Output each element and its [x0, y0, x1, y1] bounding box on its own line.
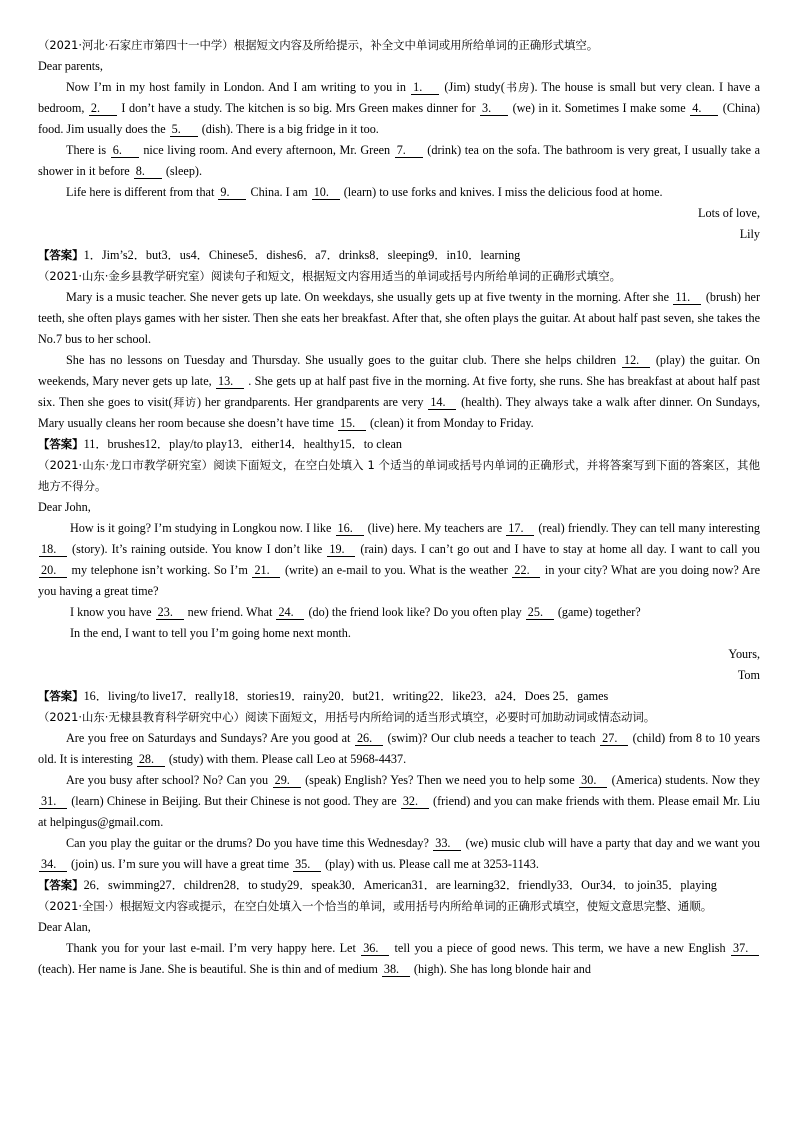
blank-35[interactable]: 35. — [293, 857, 321, 872]
letter-closing: Yours, — [728, 647, 760, 661]
blank-5[interactable]: 5. — [170, 122, 198, 137]
blank-14[interactable]: 14. — [428, 395, 456, 410]
section-1-source: （2021·河北·石家庄市第四十一中学）根据短文内容及所给提示，补全文中单词或用所给单词的正确形式填空。 — [38, 38, 599, 52]
section-4-source: （2021·山东·无棣县教育科学研究中心）阅读下面短文，用括号内所给词的适当形式填空，必要时可加助动词或情态动词。 — [38, 710, 656, 724]
blank-36[interactable]: 36. — [361, 941, 389, 956]
blank-29[interactable]: 29. — [273, 773, 301, 788]
blank-26[interactable]: 26. — [355, 731, 383, 746]
blank-6[interactable]: 6. — [111, 143, 139, 158]
answer-tag: 【答案】 — [38, 248, 84, 262]
blank-37[interactable]: 37. — [731, 941, 759, 956]
blank-21[interactable]: 21. — [252, 563, 280, 578]
answer-line: 【答案】11．brushes12．play/to play13．either14．healthy15．to clean — [38, 437, 402, 451]
blank-24[interactable]: 24. — [276, 605, 304, 620]
blank-30[interactable]: 30. — [579, 773, 607, 788]
blank-2[interactable]: 2. — [89, 101, 117, 116]
answer-tag: 【答案】 — [38, 689, 84, 703]
answer-tag: 【答案】 — [38, 437, 84, 451]
blank-3[interactable]: 3. — [480, 101, 508, 116]
blank-34[interactable]: 34. — [39, 857, 67, 872]
blank-20[interactable]: 20. — [39, 563, 67, 578]
passage-paragraph: Can you play the guitar or the drums? Do you have time this Wednesday? 33. (we) music club will have a party that day and we want you 34. (join) us. I’m sure you will have a great time 35. (play) with us. Please call me at 3253-1143. — [41, 836, 760, 871]
blank-38[interactable]: 38. — [382, 962, 410, 977]
passage-paragraph: Are you busy after school? No? Can you 29. (speak) English? Yes? Then we need you to help some 30. (America) students. Now they 31. (learn) Chinese in Beijing. But their Chinese is not good. They are 32. (friend) and you can make friends with them. Please email Mr. Liu at helpingus@gmail.com. — [38, 773, 761, 829]
worksheet-page — [38, 35, 760, 980]
letter-greeting: Dear Alan, — [38, 920, 91, 934]
blank-1[interactable]: 1. — [411, 80, 439, 95]
answer-line: 【答案】16．living/to live17．really18．stories19．rainy20．but21．writing22．like23．a24．Does 25．games — [38, 689, 609, 703]
passage-paragraph: There is 6. nice living room. And every afternoon, Mr. Green 7. (drink) tea on the sofa. The bathroom is very great, I usually take a shower in it before 8. (sleep). — [38, 143, 761, 178]
blank-9[interactable]: 9. — [218, 185, 246, 200]
passage-paragraph: Are you free on Saturdays and Sundays? Are you good at 26. (swim)? Our club needs a teacher to teach 27. (child) from 8 to 10 years old. It is interesting 28. (study) with them. Please call Leo at 5968-4437. — [38, 731, 760, 766]
letter-signature: Lily — [739, 227, 760, 241]
letter-signature: Tom — [737, 668, 760, 682]
section-5-source: （2021·全国·）根据短文内容或提示，在空白处填入一个恰当的单词，或用括号内所给单词的正确形式填空，使短文意思完整、通顺。 — [38, 899, 713, 913]
passage-paragraph: In the end, I want to tell you I’m going home next month. — [70, 626, 351, 640]
blank-11[interactable]: 11. — [673, 290, 701, 305]
blank-16[interactable]: 16. — [336, 521, 364, 536]
blank-18[interactable]: 18. — [39, 542, 67, 557]
section-2-source: （2021·山东·金乡县教学研究室）阅读句子和短文，根据短文内容用适当的单词或括号内所给单词的正确形式填空。 — [38, 269, 621, 283]
blank-15[interactable]: 15. — [338, 416, 366, 431]
answer-tag: 【答案】 — [38, 878, 84, 892]
blank-17[interactable]: 17. — [506, 521, 534, 536]
passage-paragraph: Mary is a music teacher. She never gets up late. On weekdays, she usually gets up at five twenty in the morning. After she 11. (brush) her teeth, she often plays games with her sister. Then she eats her breakfast. After that, she often plays the guitar. At about half past seven, she takes the No.7 bus to her school. — [38, 290, 761, 346]
blank-27[interactable]: 27. — [600, 731, 628, 746]
blank-22[interactable]: 22. — [512, 563, 540, 578]
letter-greeting: Dear parents, — [38, 59, 103, 73]
blank-12[interactable]: 12. — [622, 353, 650, 368]
blank-10[interactable]: 10. — [312, 185, 340, 200]
blank-19[interactable]: 19. — [327, 542, 355, 557]
passage-paragraph: Life here is different from that 9. China. I am 10. (learn) to use forks and knives. I miss the delicious food at home. — [66, 185, 663, 199]
blank-7[interactable]: 7. — [395, 143, 423, 158]
blank-32[interactable]: 32. — [401, 794, 429, 809]
blank-23[interactable]: 23. — [156, 605, 184, 620]
passage-paragraph: Thank you for your last e-mail. I’m very happy here. Let 36. tell you a piece of good news. This term, we have a new English 37. (teach). Her name is Jane. She is beautiful. She is thin and of medium 38. (high). She has long blonde hair and — [38, 938, 760, 980]
passage-paragraph: She has no lessons on Tuesday and Thursday. She usually goes to the guitar club. There she helps children 12. (play) the guitar. On weekends, Mary never gets up late, 13. . She gets up at half past five in the morning. At five forty, she runs. She has breakfast at about half past six. Then she goes to visit(拜访) her grandparents. Her grandparents are very 14. (health). They always take a walk after dinner. On Sundays, Mary usually cleans her room because she doesn’t have time 15. (clean) it from Monday to Friday. — [38, 353, 760, 430]
answer-line: 【答案】1．Jim’s2．but3．us4．Chinese5．dishes6．a7．drinks8．sleeping9．in10．learning — [38, 248, 521, 262]
blank-25[interactable]: 25. — [526, 605, 554, 620]
blank-28[interactable]: 28. — [137, 752, 165, 767]
blank-13[interactable]: 13. — [216, 374, 244, 389]
blank-8[interactable]: 8. — [134, 164, 162, 179]
letter-closing: Lots of love, — [698, 206, 760, 220]
passage-paragraph: Now I’m in my host family in London. And I am writing to you in 1. (Jim) study(书房). The house is small but very clean. I have a bedroom, 2. I don’t have a study. The kitchen is so big. Mrs Green makes dinner for 3. (we) in it. Sometimes I make some 4. (China) food. Jim usually does the 5. (dish). There is a big fridge in it too. — [38, 80, 760, 136]
blank-33[interactable]: 33. — [433, 836, 461, 851]
passage-paragraph: I know you have 23. new friend. What 24. (do) the friend look like? Do you often play 25. (game) together? — [70, 605, 641, 619]
letter-greeting: Dear John, — [38, 500, 91, 514]
section-3-source: （2021·山东·龙口市教学研究室）阅读下面短文，在空白处填入 1 个适当的单词或括号内单词的正确形式，并将答案写到下面的答案区，其他地方不得分。 — [38, 458, 760, 493]
answer-line: 【答案】26．swimming27．children28．to study29．speak30．American31．are learning32．friendly33．Our34．to join35．playing — [38, 878, 717, 892]
blank-31[interactable]: 31. — [39, 794, 67, 809]
passage-paragraph: How is it going? I’m studying in Longkou now. I like 16. (live) here. My teachers are 17. (real) friendly. They can tell many interesting 18. (story). It’s raining outside. You know I don’t like 19. (rain) days. I can’t go out and I have to stay at home all day. I want to call you 20. my telephone isn’t working. So I’m 21. (write) an e-mail to you. What is the weather 22. in your city? What are you doing now? Are you having a great time? — [38, 521, 761, 598]
blank-4[interactable]: 4. — [690, 101, 718, 116]
